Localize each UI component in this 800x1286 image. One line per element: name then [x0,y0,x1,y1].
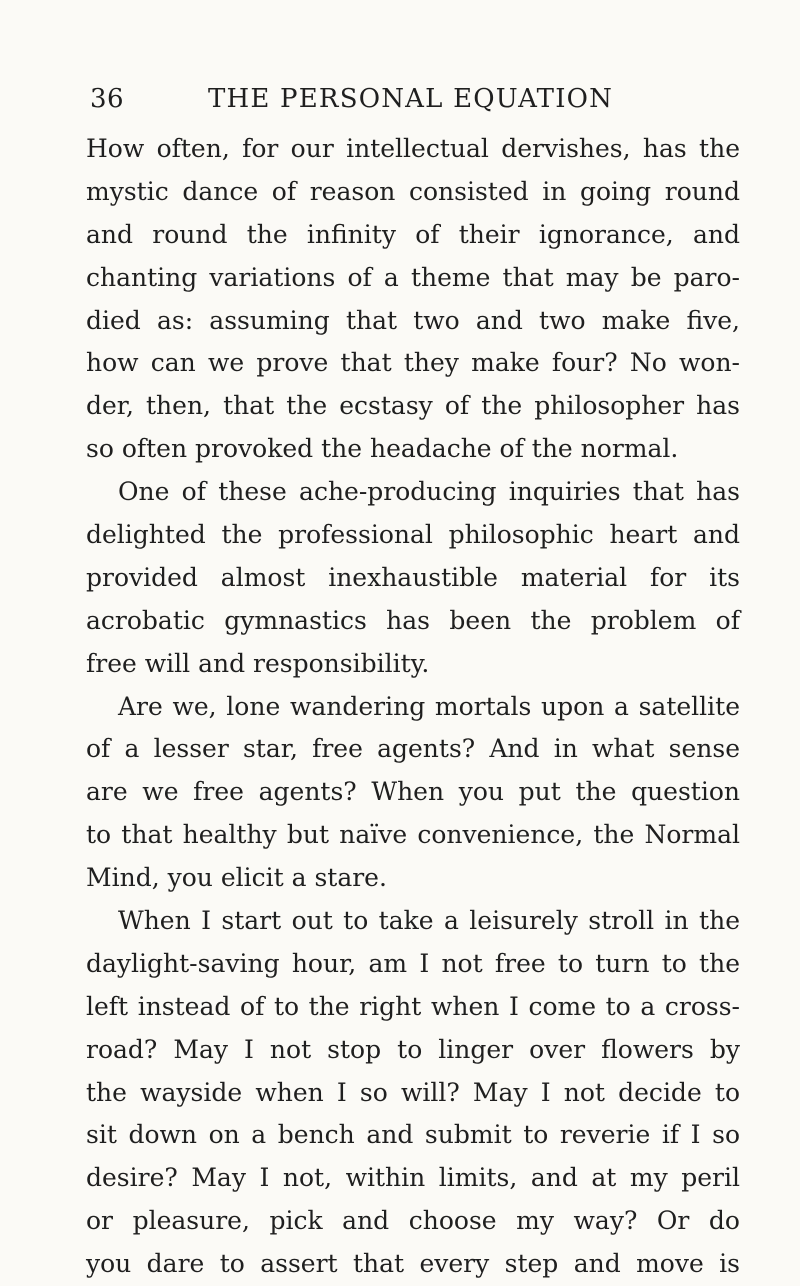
text-line: sit down on a bench and submit to reverie if I so [86,1120,740,1150]
text-line: der, then, that the ecstasy of the philosopher has [86,391,740,421]
text-line: How often, for our intellectual dervishes, has the [86,134,740,163]
text-line: daylight-saving hour, am I not free to turn to the [86,948,740,978]
text-line: left instead of to the right when I come to a cross- [86,991,740,1021]
text-line: acrobatic gymnastics has been the problem of [86,605,740,635]
running-title: THE PERSONAL EQUATION [208,84,614,114]
text-line: of a lesser star, free agents? And in what sense [86,734,740,764]
text-line: provided almost inexhaustible material for its [86,562,740,592]
text-line: When I start out to take a leisurely stroll in the [118,906,740,936]
page-header [90,84,730,120]
text-line: the wayside when I so will? May I not decide to [86,1077,740,1107]
text-line: Mind, you elicit a stare. [86,863,387,893]
text-line: died as: assuming that two and two make five, [86,305,740,335]
text-line: chanting variations of a theme that may be paro- [86,262,740,292]
text-line: desire? May I not, within limits, and at my peril [86,1163,740,1193]
body-text [86,128,740,1286]
text-line: free will and responsibility. [86,648,430,678]
text-line: delighted the professional philosophic heart and [86,520,740,550]
text-line: Are we, lone wandering mortals upon a satellite [118,691,740,721]
text-line: so often provoked the headache of the normal. [86,434,679,464]
page-number: 36 [90,84,125,114]
text-line: One of these ache-producing inquiries that has [118,477,740,507]
text-line: mystic dance of reason consisted in going round [86,176,740,206]
text-line: you dare to assert that every step and move is [86,1249,740,1279]
text-line: how can we prove that they make four? No won- [86,348,740,378]
text-line: are we free agents? When you put the question [86,777,740,807]
text-line: to that healthy but naïve convenience, the Normal [86,820,740,850]
text-line: road? May I not stop to linger over flowers by [86,1034,740,1064]
text-line: and round the infinity of their ignorance, and [86,219,740,249]
text-line: or pleasure, pick and choose my way? Or do [86,1206,740,1236]
